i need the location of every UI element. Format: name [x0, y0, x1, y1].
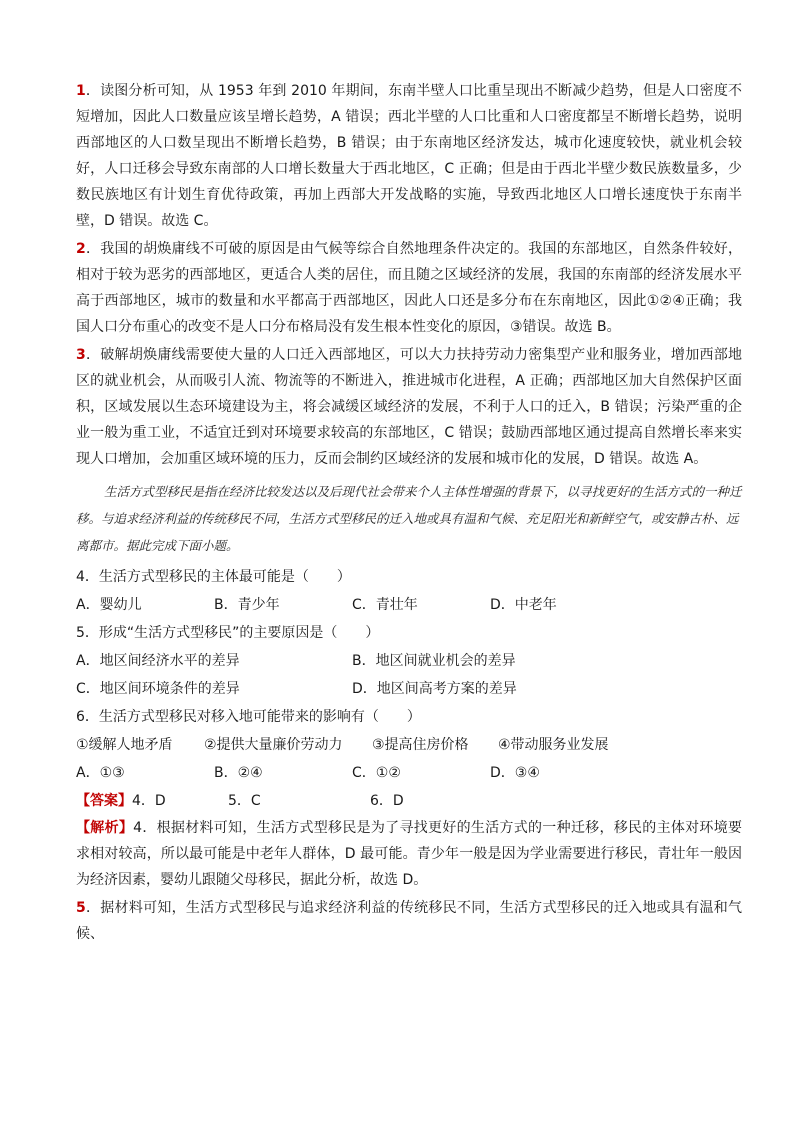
item-number: 5: [76, 900, 86, 916]
analysis-item-4: [76, 815, 742, 893]
option-b: B．青少年: [214, 597, 280, 613]
item-4: ④带动服务业发展: [498, 737, 609, 753]
question-6-stem: 6．生活方式型移民对移入地可能带来的影响有（ ）: [76, 709, 421, 725]
analysis-tag: 【解析】: [76, 820, 134, 836]
answer-line: [76, 787, 742, 815]
analysis-item-5: [76, 895, 742, 947]
analysis-item-3: [76, 342, 742, 472]
option-c: C．青壮年: [352, 597, 418, 613]
question-5-stem: 5．形成“生活方式型移民”的主要原因是（ ）: [76, 625, 380, 641]
option-d: D．中老年: [490, 597, 557, 613]
option-d: D．③④: [490, 765, 540, 781]
answer-5: 5．C: [228, 793, 261, 809]
option-d: D．地区间高考方案的差异: [352, 681, 517, 697]
question-6-options: [76, 759, 742, 787]
item-text: ．我国的胡焕庸线不可破的原因是由气候等综合自然地理条件决定的。我国的东部地区，自然条件较好，相对于较为恶劣的西部地区，更适合人类的居住，而且随之区域经济的发展，我国的东南部的经济发展水平高于西部地区，城市的数量和水平都高于西部地区，因此人口还是多分布在东南地区，因此①②④正确；我国人口分布重心的改变不是人口分布格局没有发生根本性变化的原因，③错误。故选 B。: [76, 241, 742, 335]
reading-material: 生活方式型移民是指在经济比较发达以及后现代社会带来个人主体性增强的背景下，以寻找更好的生活方式的一种迁移。与追求经济利益的传统移民不同，生活方式型移民的迁入地或具有温和气候、充足阳光和新鲜空气，或安静古朴、远离都市。据此完成下面小题。: [76, 484, 742, 553]
item-number: 4: [133, 820, 143, 836]
question-5-options-row-2: [76, 675, 742, 703]
item-1: ①缓解人地矛盾: [76, 737, 173, 753]
item-number: 3: [76, 347, 86, 363]
item-text: ．破解胡焕庸线需要使大量的人口迁入西部地区，可以大力扶持劳动力密集型产业和服务业，增加西部地区的就业机会，从而吸引人流、物流等的不断进入，推进城市化进程，A 正确；西部地区加大自然保护区面积，区域发展以生态环境建设为主，将会减缓区域经济的发展，不利于人口的迁入，B 错误；污染严重的企业一般为重工业，不适宜迁到对环境要求较高的东部地区，C 错误；鼓励西部地区通过提高自然增长率来实现人口增加，会加重区域环境的压力，反而会制约区域经济的发展和城市化的发展，D 错误。故选 A。: [76, 347, 742, 467]
item-text: ．据材料可知，生活方式型移民与追求经济利益的传统移民不同，生活方式型移民的迁入地或具有温和气候、: [76, 900, 742, 942]
item-2: ②提供大量廉价劳动力: [204, 737, 343, 753]
item-text: ．读图分析可知，从 1953 年到 2010 年期间，东南半壁人口比重呈现出不断减少趋势，但是人口密度不短增加，因此人口数量应该呈增长趋势，A 错误；西北半壁的人口比重和人口密度都呈不断增长趋势，说明西部地区的人口数呈现出不断增长趋势，B 错误；由于东南地区经济发达，城市化速度较快，就业机会较好，人口迁移会导致东南部的人口增长数量大于西北地区，C 正确；但是由于西北半壁少数民族数量多，少数民族地区有计划生育优待政策，再加上西部大开发战略的实施，导致西北地区人口增长速度快于东南半壁，D 错误。故选 C。: [76, 83, 742, 229]
analysis-item-2: [76, 236, 742, 340]
question-4-options: [76, 591, 742, 619]
answer-4: 4．D: [132, 793, 166, 809]
item-number: 1: [76, 83, 86, 99]
option-b: B．地区间就业机会的差异: [352, 653, 516, 669]
item-3: ③提高住房价格: [372, 737, 469, 753]
option-b: B．②④: [214, 765, 263, 781]
analysis-item-1: [76, 78, 742, 234]
answer-6: 6．D: [370, 793, 404, 809]
document-page: [76, 78, 742, 949]
question-6-items: [76, 731, 742, 759]
item-text: ．根据材料可知，生活方式型移民是为了寻找更好的生活方式的一种迁移，移民的主体对环境要求相对较高，所以最可能是中老年人群体，D 最可能。青少年一般是因为学业需要进行移民，青壮年一般因为经济因素，婴幼儿跟随父母移民，据此分析，故选 D。: [76, 820, 743, 888]
item-number: 2: [76, 241, 86, 257]
option-c: C．地区间环境条件的差异: [76, 681, 240, 697]
option-a: A．地区间经济水平的差异: [76, 653, 240, 669]
option-a: A．婴幼儿: [76, 597, 142, 613]
option-c: C．①②: [352, 765, 401, 781]
question-4-stem: 4．生活方式型移民的主体最可能是（ ）: [76, 569, 351, 585]
question-5-options-row-1: [76, 647, 742, 675]
answer-tag: 【答案】: [76, 793, 132, 809]
option-a: A．①③: [76, 765, 125, 781]
